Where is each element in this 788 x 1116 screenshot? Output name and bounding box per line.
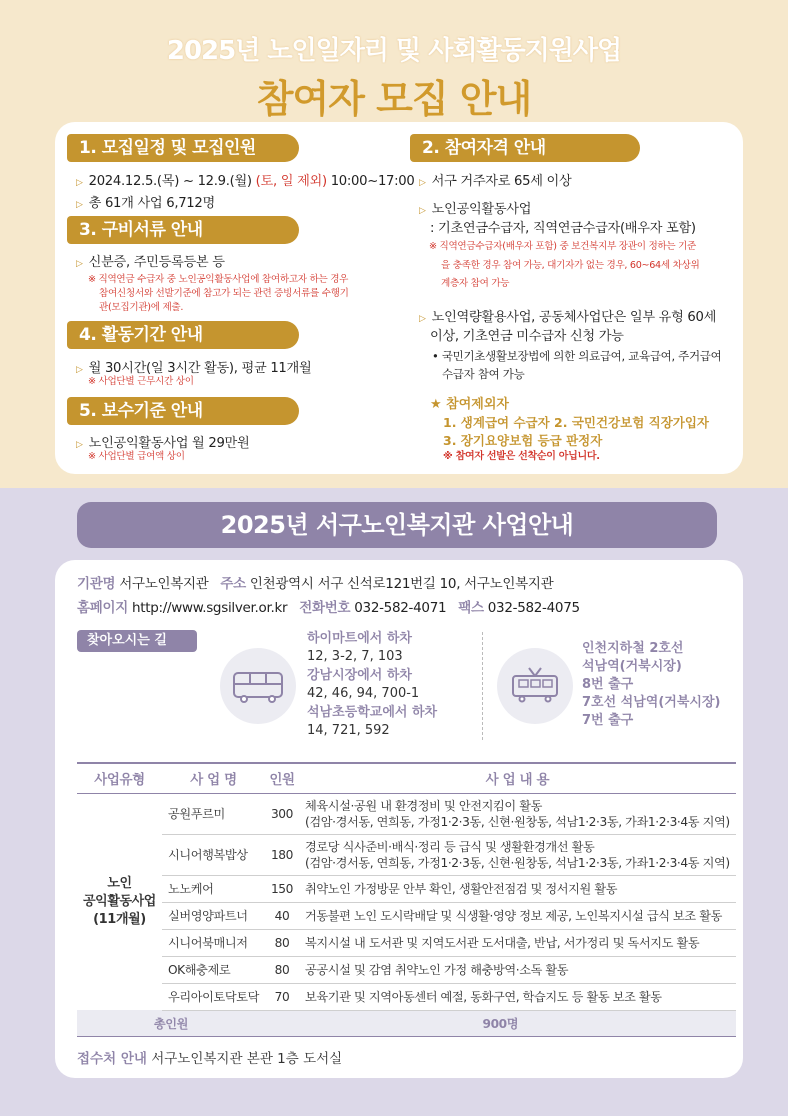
- org-name: 서구노인복지관: [119, 576, 209, 592]
- org-address-label: 주소: [220, 576, 246, 592]
- bus-stop-2: [307, 667, 412, 685]
- header-type: 사업유형: [77, 763, 162, 793]
- pay-line: [76, 432, 249, 451]
- table-row: [77, 956, 736, 983]
- program-desc: [299, 793, 736, 834]
- subway-line: 인천지하철 2호선: [582, 641, 684, 656]
- arrow-icon: ▷: [419, 178, 426, 188]
- pay-note: ※ 사업단별 급여액 상이: [88, 451, 185, 462]
- period-text: 월 30시간(일 3시간 활동), 평균 11개월: [88, 361, 312, 376]
- documents-note-1: ※ 직역연금 수급자 중 노인공익활동사업에 참여하고자 하는 경우: [88, 274, 349, 285]
- program-name: 노노케어: [162, 875, 265, 902]
- schedule-line: [76, 170, 414, 189]
- eligibility-1-text: 서구 거주자로 65세 이상: [431, 174, 572, 189]
- title-line1: 2025년 노인일자리 및 사회활동지원사업: [166, 36, 622, 66]
- exclusion-title: ★ 참여제외자: [430, 397, 509, 412]
- subway-exit-7: 7번 출구: [582, 713, 634, 728]
- program-desc-line1: 체육시설·공원 내 환경정비 및 안전지킴이 활동: [305, 798, 542, 813]
- program-desc: 보육기관 및 지역아동센터 예절, 동화구연, 학습지도 등 활동 보조 활동: [299, 983, 736, 1010]
- documents-text: 신분증, 주민등록등본 등: [88, 255, 225, 270]
- program-desc-line1: 경로당 식사준비·배식·정리 등 급식 및 생활환경개선 활동: [305, 839, 595, 854]
- org-web-link[interactable]: http://www.sgsilver.or.kr: [131, 600, 288, 616]
- program-desc: 취약노인 가정방문 안부 확인, 생활안전점검 및 정서지원 활동: [299, 875, 736, 902]
- section5-heading: 5. 보수기준 안내: [67, 397, 299, 425]
- program-desc-line2: (검암·경서동, 연희동, 가정1·2·3동, 신현·원창동, 석남1·2·3동, 가좌1·2·3·4동 지역): [305, 855, 730, 870]
- total-value: 900명: [265, 1010, 736, 1036]
- category-line1: 노인: [107, 875, 132, 891]
- exclusion-line-1: 1. 생계급여 수급자 2. 국민건강보험 직장가입자: [443, 415, 710, 430]
- eligibility-2-text: 노인공익활동사업: [431, 202, 532, 217]
- header-count: 인원: [265, 763, 299, 793]
- org-tel-label: 전화번호: [299, 600, 351, 616]
- section4-heading: 4. 활동기간 안내: [67, 321, 299, 349]
- arrow-icon: ▷: [76, 440, 83, 450]
- org-fax: 032-582-4075: [487, 600, 580, 616]
- program-count: 180: [265, 834, 299, 875]
- eligibility-3-text: 노인역량활용사업, 공동체사업단은 일부 유형 60세: [431, 310, 717, 325]
- org-info-line2: [77, 596, 580, 616]
- arrow-icon: ▷: [419, 314, 426, 324]
- arrow-icon: ▷: [76, 365, 83, 375]
- schedule-time: 10:00~17:00: [326, 174, 415, 189]
- eligibility-note-2: 을 충족한 경우 참여 가능, 대기자가 없는 경우, 60~64세 차상위: [441, 260, 700, 271]
- table-header-row: [77, 763, 736, 793]
- title-line2: 참여자 모집 안내: [256, 77, 532, 121]
- pay-text: 노인공익활동사업 월 29만원: [88, 436, 250, 451]
- program-name: 공원푸르미: [162, 793, 265, 834]
- table-row: [77, 902, 736, 929]
- total-row: [77, 1010, 736, 1036]
- bus-stop-1: [307, 630, 412, 648]
- program-count: 80: [265, 929, 299, 956]
- divider: [482, 632, 483, 740]
- bus-lines-3: 14, 721, 592: [307, 723, 390, 738]
- subway-exit-8: 8번 출구: [582, 677, 634, 692]
- schedule-exclusion: (토, 일 제외): [255, 174, 327, 189]
- program-desc: 복지시설 내 도서관 및 지역도서관 도서대출, 반납, 서가정리 및 독서지도 활동: [299, 929, 736, 956]
- bus-stop-name: 석남초등학교에서 하차: [307, 705, 438, 720]
- program-name: 시니어행복밥상: [162, 834, 265, 875]
- org-info-line1: [77, 572, 553, 592]
- reception-value: 서구노인복지관 본관 1층 도서실: [151, 1051, 343, 1067]
- program-name: 시니어북매니저: [162, 929, 265, 956]
- reception-label: 접수처 안내: [77, 1051, 147, 1067]
- program-count: 300: [265, 793, 299, 834]
- org-fax-label: 팩스: [458, 600, 484, 616]
- bus-stop-name: 강남시장에서 하차: [307, 668, 412, 683]
- header-desc: 사 업 내 용: [299, 763, 736, 793]
- count-text: 총 61개 사업 6,712명: [88, 196, 215, 211]
- period-note: ※ 사업단별 근무시간 상이: [88, 376, 194, 387]
- org-tel: 032-582-4071: [354, 600, 447, 616]
- bus-lines-2: 42, 46, 94, 700-1: [307, 686, 420, 701]
- subway-line7-station: 7호선 석남역(거북시장): [582, 695, 721, 710]
- schedule-date: 2024.12.5.(목) ~ 12.9.(월): [88, 174, 256, 189]
- section2-heading: 2. 참여자격 안내: [410, 134, 640, 162]
- reception-info: [77, 1047, 342, 1067]
- total-label: 총인원: [77, 1010, 265, 1036]
- program-banner: 2025년 서구노인복지관 사업안내: [77, 502, 717, 548]
- section1-heading: 1. 모집일정 및 모집인원: [67, 134, 299, 162]
- program-desc: [299, 834, 736, 875]
- table-row: [77, 834, 736, 875]
- org-address: 인천광역시 서구 신석로121번길 10, 서구노인복지관: [249, 576, 554, 592]
- eligibility-note-3: 계층자 참여 가능: [441, 278, 510, 289]
- subway-icon: [497, 648, 573, 724]
- documents-note-2: 참여신청서와 선발기준에 참고가 되는 관련 증빙서류를 수행기: [99, 288, 349, 299]
- program-name: 실버영양파트너: [162, 902, 265, 929]
- documents-line: [76, 251, 225, 270]
- arrow-icon: ▷: [419, 206, 426, 216]
- program-desc: 거동불편 노인 도시락배달 및 식생활·영양 정보 제공, 노인복지시설 급식 보조 활동: [299, 902, 736, 929]
- directions-label: 찾아오시는 길: [77, 630, 197, 652]
- section3-heading: 3. 구비서류 안내: [67, 216, 299, 244]
- category-line2: 공익활동사업: [83, 893, 156, 909]
- bus-stop-3: [307, 704, 437, 722]
- category-line3: (11개월): [93, 911, 146, 927]
- program-name: OK해충제로: [162, 956, 265, 983]
- arrow-icon: ▷: [76, 200, 83, 210]
- documents-note-3: 관(모집기관)에 제출.: [99, 302, 184, 313]
- program-count: 70: [265, 983, 299, 1010]
- org-web-label: 홈페이지: [77, 600, 128, 616]
- eligibility-2: [419, 198, 531, 217]
- program-count: 80: [265, 956, 299, 983]
- table-row: [77, 875, 736, 902]
- bus-stop-name: 하이마트에서 하차: [307, 631, 412, 646]
- eligibility-bullet-1: • 국민기초생활보장법에 의한 의료급여, 교육급여, 주거급여: [432, 349, 722, 363]
- eligibility-3-line2: 이상, 기초연금 미수급자 신청 가능: [430, 329, 624, 344]
- eligibility-2-sub: : 기초연금수급자, 직역연금수급자(배우자 포함): [430, 221, 696, 236]
- eligibility-1: [419, 170, 571, 189]
- program-desc: 공공시설 및 감염 취약노인 가정 해충방역·소독 활동: [299, 956, 736, 983]
- bus-icon: [220, 648, 296, 724]
- program-count: 40: [265, 902, 299, 929]
- program-table: [77, 762, 736, 1037]
- eligibility-bullet-2: 수급자 참여 가능: [442, 367, 525, 381]
- table-row: [77, 793, 736, 834]
- eligibility-note-1: ※ 직역연금수급자(배우자 포함) 중 보건복지부 장관이 정하는 기준: [429, 241, 697, 252]
- period-line: [76, 357, 311, 376]
- bus-lines-1: 12, 3-2, 7, 103: [307, 649, 403, 664]
- table-row: [77, 983, 736, 1010]
- header-name: 사 업 명: [162, 763, 265, 793]
- arrow-icon: ▷: [76, 259, 83, 269]
- program-desc-line2: (검암·경서동, 연희동, 가정1·2·3동, 신현·원창동, 석남1·2·3동, 가좌1·2·3·4동 지역): [305, 814, 730, 829]
- program-name: 우리아이토닥토닥: [162, 983, 265, 1010]
- program-count: 150: [265, 875, 299, 902]
- org-name-label: 기관명: [77, 576, 116, 592]
- exclusion-line-2: 3. 장기요양보험 등급 판정자: [443, 433, 603, 448]
- exclusion-note: ※ 참여자 선발은 선착순이 아닙니다.: [443, 451, 600, 462]
- eligibility-3: [419, 306, 716, 325]
- table-row: [77, 929, 736, 956]
- arrow-icon: ▷: [76, 178, 83, 188]
- subway-station: 석남역(거북시장): [582, 659, 682, 674]
- category-cell: [77, 793, 162, 1010]
- count-line: [76, 192, 215, 211]
